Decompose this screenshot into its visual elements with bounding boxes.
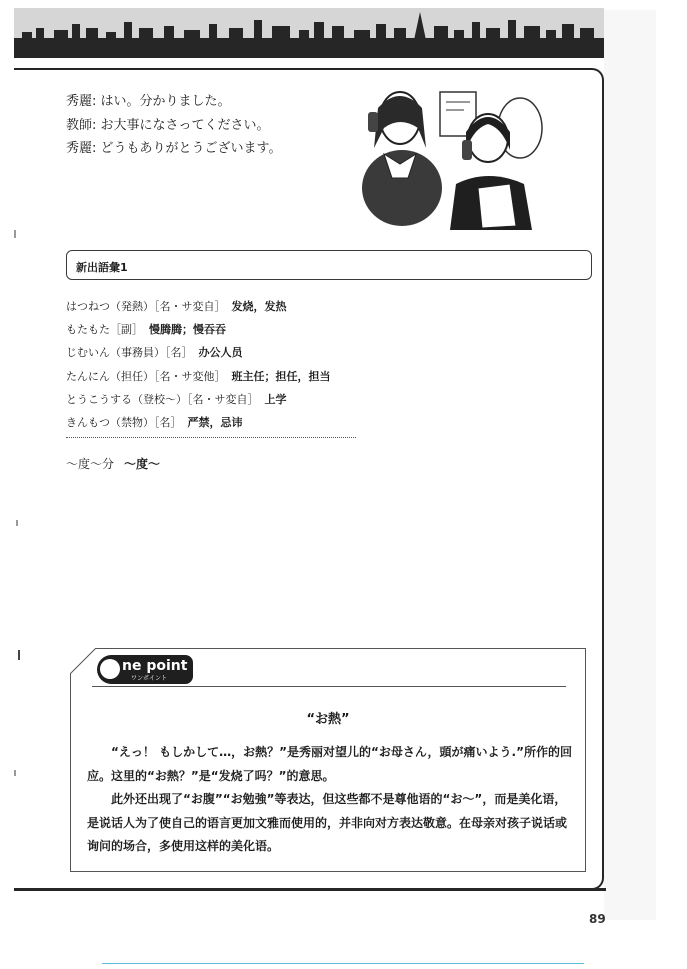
vocab-japanese: じむいん（事務員）［名］ — [66, 346, 193, 360]
speaker-name: 秀麗 — [66, 141, 93, 156]
dialogue-text: お大事になさってください。 — [100, 117, 270, 133]
scan-speck — [14, 770, 16, 776]
page-number: 89 — [589, 912, 606, 926]
dialogue-line: 秀麗: はい。分かりました。 — [66, 94, 231, 109]
speaker-name: 秀麗 — [66, 94, 93, 109]
vocab-item — [66, 295, 331, 318]
dialogue-line: 教師: お大事になさってください。 — [66, 117, 270, 133]
onepoint-body — [87, 741, 577, 859]
vocab-section-header — [66, 250, 592, 280]
vocab-chinese: 严禁，忌讳 — [187, 416, 243, 430]
dialogue-text: どうもありがとうございます。 — [100, 141, 282, 156]
vocab-chinese: 发烧，发热 — [231, 300, 287, 313]
vocab-chinese: 慢腾腾；慢吞吞 — [149, 323, 226, 337]
dialogue-block — [66, 90, 282, 161]
vocab-section-title: 新出語彙1 — [76, 261, 128, 274]
dialogue-text: はい。分かりました。 — [100, 94, 231, 109]
city-skyline-banner — [14, 8, 604, 58]
onepoint-logo — [97, 655, 193, 684]
scan-speck — [14, 230, 16, 238]
vocab-item — [66, 318, 331, 341]
vocab-japanese: とうこうする（登校～）［名・サ変自］ — [66, 392, 259, 406]
grammar-pattern-cn: ～度～ — [124, 457, 161, 471]
scan-speck — [16, 520, 18, 526]
vocab-japanese: たんにん（担任）［名・サ変他］ — [66, 369, 226, 383]
onepoint-paragraph: “えっ！ もしかして…，お熱？”是秀丽对望儿的“お母さん，頭が痛いよう.”所作的回应。这里的“お熱？”是“发烧了吗？”的意思。 — [87, 745, 573, 783]
onepoint-title: “お熱” — [306, 712, 350, 727]
scan-margin — [604, 10, 656, 920]
phone-call-illustration — [360, 88, 550, 230]
dotted-divider — [66, 437, 356, 438]
vocab-item — [66, 365, 331, 388]
dialogue-line: 秀麗: どうもありがとうございます。 — [66, 141, 282, 156]
logo-text: ne point — [122, 658, 188, 674]
grammar-pattern-jp: ～度～分 — [66, 457, 115, 471]
vocab-japanese: きんもつ（禁物）［名］ — [66, 416, 182, 430]
speaker-name: 教師 — [66, 117, 93, 133]
frame-bottom-rule — [14, 888, 606, 891]
vocab-item — [66, 388, 331, 411]
scan-speck — [18, 650, 20, 660]
scan-edge-line — [102, 963, 584, 964]
logo-subtext: ワンポイント — [131, 675, 168, 682]
vocab-list — [66, 295, 331, 434]
onepoint-header-rule — [92, 686, 566, 687]
vocab-item — [66, 341, 331, 364]
folded-corner — [70, 648, 96, 674]
pencil-icon — [100, 659, 120, 679]
vocab-chinese: 班主任；担任，担当 — [231, 369, 331, 383]
vocab-chinese: 上学 — [264, 392, 287, 406]
vocab-chinese: 办公人员 — [198, 346, 243, 360]
vocab-japanese: はつねつ（発熱）［名・サ変自］ — [66, 300, 226, 313]
onepoint-paragraph: 此外还出现了“お腹”“お勉強”等表达，但这些都不是尊他语的“お～”，而是美化语，是说话人为了使自己的语言更加文雅而使用的，并非向对方表达敬意。在母亲对孩子说话或询问的场合，多使用这样的美化语。 — [87, 792, 568, 854]
vocab-item — [66, 411, 331, 434]
skyline-illustration — [14, 8, 604, 58]
vocab-japanese: もたもた［副］ — [66, 323, 143, 337]
grammar-pattern — [66, 455, 160, 472]
